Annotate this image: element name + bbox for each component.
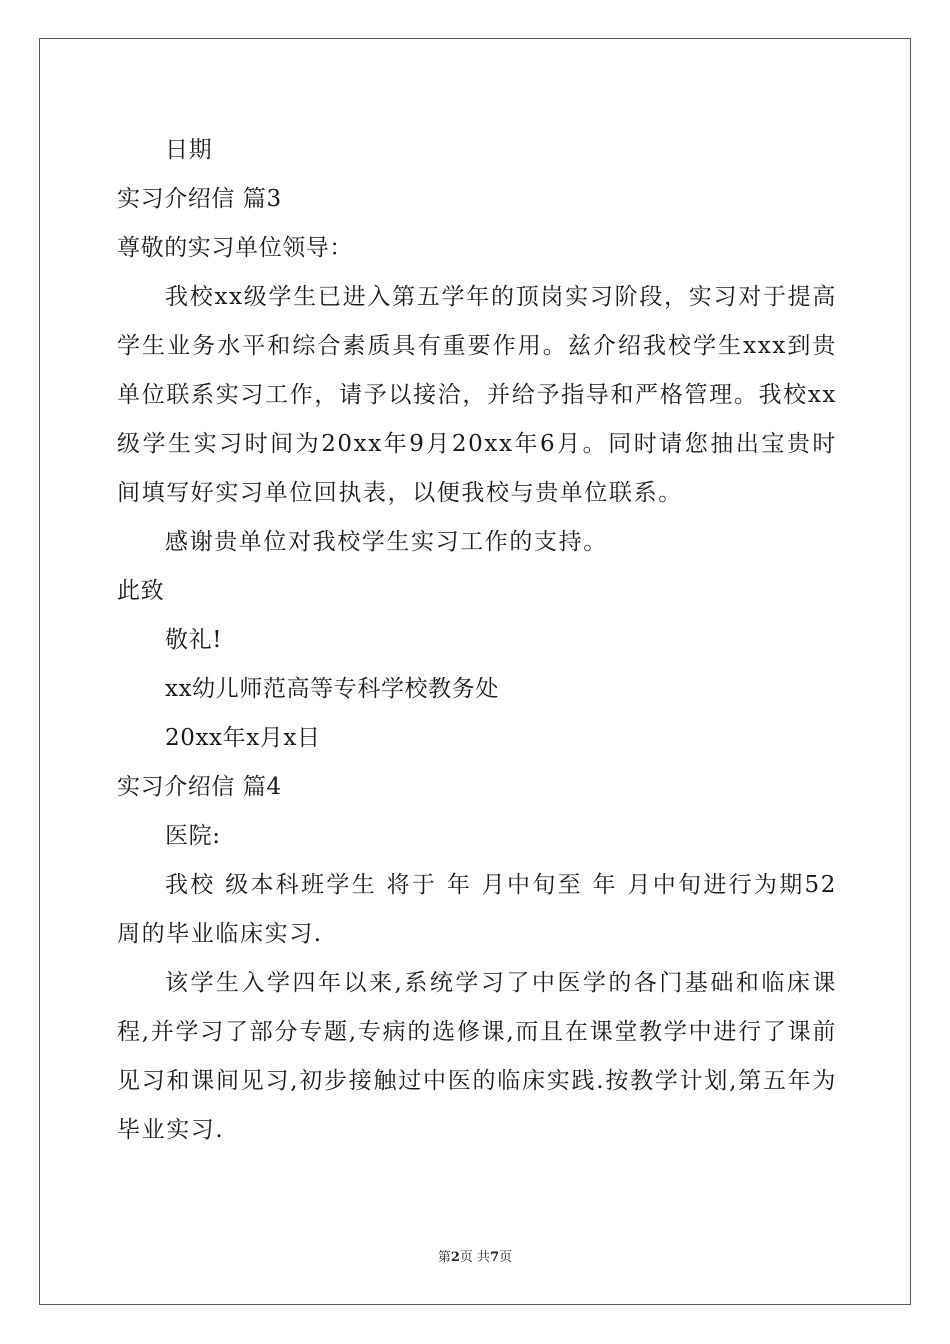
- paragraph-3-1: 我校xx级学生已进入第五学年的顶岗实习阶段，实习对于提高学生业务水平和综合素质具有重要作用。兹介绍我校学生xxx到贵单位联系实习工作，请予以接洽，并给予指导和严格管理。我校xx级学生实习时间为20xx年9月20xx年6月。同时请您抽出宝贵时间填写好实习单位回执表，以便我校与贵单位联系。: [117, 284, 837, 506]
- current-page-number: 2: [450, 1250, 460, 1265]
- paragraph-4-2: 该学生入学四年以来,系统学习了中医学的各门基础和临床课程,并学习了部分专题,专病的选修课,而且在课堂教学中进行了课前见习和课间见习,初步接触过中医的临床实践.按教学计划,第五年为毕业实习.: [117, 970, 837, 1143]
- total-page-number: 7: [490, 1250, 500, 1265]
- document-body: [117, 126, 837, 1155]
- footer-prefix: 第: [437, 1250, 451, 1265]
- closing-line-1: 此致: [117, 578, 165, 604]
- page-number-footer: [0, 1246, 950, 1265]
- date-label: 日期: [165, 137, 213, 163]
- section-heading-4: 实习介绍信 篇4: [117, 774, 282, 800]
- salutation-4: 医院:: [165, 823, 221, 849]
- signature-date: 20xx年x月x日: [165, 725, 321, 751]
- paragraph-4-1: 我校 级本科班学生 将于 年 月中旬至 年 月中旬进行为期52周的毕业临床实习.: [117, 872, 837, 947]
- footer-suffix: 页: [499, 1250, 513, 1265]
- closing-line-2: 敬礼!: [165, 627, 223, 653]
- signature-org: xx幼儿师范高等专科学校教务处: [165, 676, 499, 702]
- section-heading-3: 实习介绍信 篇3: [117, 186, 282, 212]
- footer-middle: 页 共: [459, 1250, 491, 1265]
- salutation-3: 尊敬的实习单位领导：: [117, 235, 353, 261]
- paragraph-3-2: 感谢贵单位对我校学生实习工作的支持。: [165, 529, 608, 555]
